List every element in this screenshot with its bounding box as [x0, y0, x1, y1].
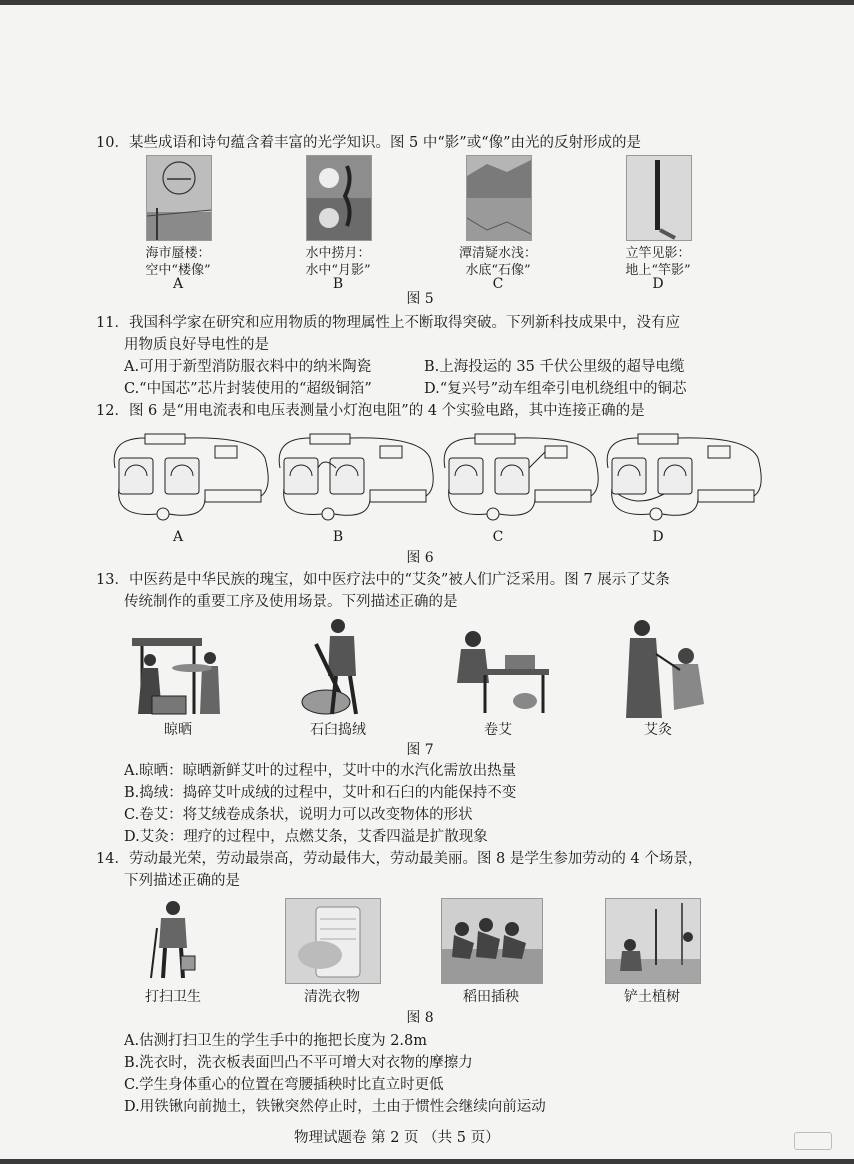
q10-caption-b: 水中捞月： 水中“月影” [305, 246, 371, 278]
q14-stem-2: 下列描述正确的是 [124, 873, 240, 889]
circuit-diagram-a [105, 428, 275, 528]
top-border [0, 0, 854, 5]
q13-stem-1: 13．中医药是中华民族的瑰宝，如中医疗法中的“艾灸”被人们广泛采用。图 7 展示了艾条 [96, 572, 670, 588]
q10-caption-d: 立竿见影： 地上“竿影” [625, 246, 691, 278]
sweeping-illustration [145, 898, 201, 982]
circuit-diagram-c [435, 428, 605, 528]
q14-caption-rice: 稻田插秧 [463, 989, 519, 1005]
laundry-photo [285, 898, 381, 984]
q13-caption-moxibustion: 艾灸 [644, 722, 672, 738]
q10-stem: 10．某些成语和诗句蕴含着丰富的光学知识。图 5 中“影”或“像”由光的反射形成的是 [96, 135, 642, 151]
q10-letter-d: D [652, 276, 664, 292]
q12-letter-c: C [492, 529, 504, 545]
q11-option-b: B.上海投运的 35 千伏公里级的超导电缆 [424, 359, 685, 375]
circuit-diagram-d [598, 428, 768, 528]
q13-caption-rolling: 卷艾 [484, 722, 512, 738]
mirage-photo [146, 155, 212, 241]
q12-stem: 12．图 6 是“用电流表和电压表测量小灯泡电阻”的 4 个实验电路，其中连接正确的是 [96, 403, 645, 419]
q12-letter-b: B [332, 529, 344, 545]
q14-option-b: B.洗衣时，洗衣板表面凹凸不平可增大对衣物的摩擦力 [124, 1055, 473, 1071]
rolling-moxa-illustration [445, 625, 555, 715]
q13-stem-2: 传统制作的重要工序及使用场景。下列描述正确的是 [124, 594, 458, 610]
moxibustion-illustration [612, 614, 712, 720]
q13-caption-pounding: 石臼捣绒 [310, 722, 366, 738]
drying-illustration [122, 618, 232, 718]
bottom-border [0, 1159, 854, 1164]
q13-option-b: B.捣绒：捣碎艾叶成绒的过程中，艾叶和石臼的内能保持不变 [124, 785, 517, 801]
q12-letter-d: D [652, 529, 664, 545]
mortar-pounding-illustration [296, 614, 386, 720]
figure-7-label: 图 7 [406, 742, 434, 758]
clear-pool-photo [466, 155, 532, 241]
figure-6-label: 图 6 [406, 550, 434, 566]
q10-caption-a: 海市蜃楼： 空中“楼像” [145, 246, 211, 278]
q10-caption-c: 潭清疑水浅： 水底“石像” [458, 246, 537, 278]
tree-planting-photo [605, 898, 701, 984]
q14-option-a: A.估测打扫卫生的学生手中的拖把长度为 2.8m [124, 1033, 427, 1049]
q13-option-d: D.艾灸：理疗的过程中，点燃艾条，艾香四溢是扩散现象 [124, 829, 488, 845]
q11-option-d: D.“复兴号”动车组牵引电机绕组中的铜芯 [424, 381, 687, 397]
q11-option-a: A.可用于新型消防服衣料中的纳米陶瓷 [124, 359, 372, 375]
q14-option-d: D.用铁锹向前抛土，铁锹突然停止时，土由于惯性会继续向前运动 [124, 1099, 546, 1115]
moon-water-photo [306, 155, 372, 241]
q13-option-a: A.晾晒：晾晒新鲜艾叶的过程中，艾叶中的水汽化需放出热量 [124, 763, 517, 779]
pole-shadow-photo [626, 155, 692, 241]
q11-stem-2: 用物质良好导电性的是 [124, 337, 269, 353]
q12-letter-a: A [172, 529, 184, 545]
watermark-stamp [794, 1132, 832, 1150]
circuit-diagram-b [270, 428, 440, 528]
figure-8-label: 图 8 [406, 1010, 434, 1026]
q13-option-c: C.卷艾：将艾绒卷成条状，说明力可以改变物体的形状 [124, 807, 473, 823]
page-footer: 物理试题卷 第 2 页 （共 5 页） [294, 1130, 500, 1146]
figure-5-label: 图 5 [406, 291, 434, 307]
q11-option-c: C.“中国芯”芯片封装使用的“超级铜箔” [124, 381, 372, 397]
q14-option-c: C.学生身体重心的位置在弯腰插秧时比直立时更低 [124, 1077, 444, 1093]
q13-caption-drying: 晾晒 [164, 722, 192, 738]
rice-planting-photo [441, 898, 543, 984]
q10-letter-a: A [172, 276, 184, 292]
q14-stem-1: 14．劳动最光荣，劳动最崇高，劳动最伟大，劳动最美丽。图 8 是学生参加劳动的 4 个场景， [96, 851, 703, 867]
q14-caption-tree: 铲土植树 [624, 989, 680, 1005]
q10-letter-b: B [332, 276, 344, 292]
q11-stem-1: 11．我国科学家在研究和应用物质的物理属性上不断取得突破。下列新科技成果中，没有应 [96, 315, 680, 331]
q10-letter-c: C [492, 276, 504, 292]
q14-caption-sweeping: 打扫卫生 [145, 989, 201, 1005]
q14-caption-laundry: 清洗衣物 [304, 989, 360, 1005]
